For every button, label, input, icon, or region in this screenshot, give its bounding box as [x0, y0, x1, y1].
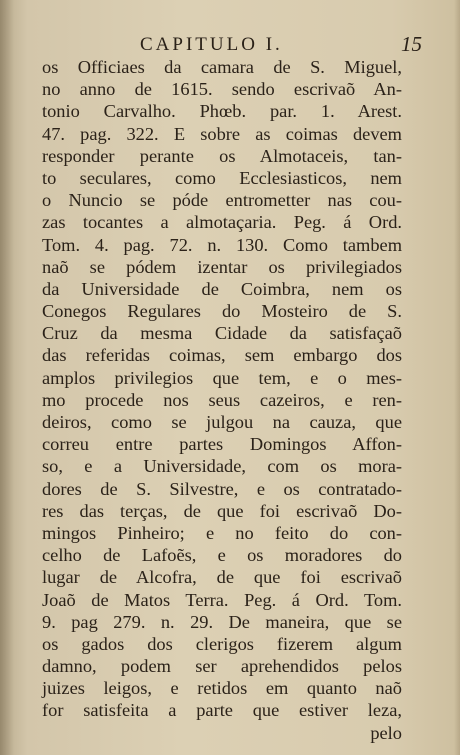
running-head: CAPITULO I. [140, 34, 283, 55]
catchword: pelo [370, 722, 402, 743]
text-line: 9. pag 279. n. 29. De maneira, que se [42, 611, 402, 632]
text-line: os gados dos clerigos fizerem algum [42, 633, 402, 654]
text-line: mo procede nos seus cazeiros, e ren- [42, 389, 402, 410]
page-number: 15 [401, 32, 422, 56]
text-line: Cruz da mesma Cidade da satisfaçaõ [42, 323, 402, 344]
text-line: da Universidade de Coimbra, nem os [42, 278, 402, 299]
text-line: res das terças, de que foi escrivaõ Do- [42, 500, 402, 521]
text-line: no anno de 1615. sendo escrivaõ An- [42, 79, 402, 100]
text-line: dores de S. Silvestre, e os contratado- [42, 478, 402, 499]
text-line: 47. pag. 322. E sobre as coimas devem [42, 123, 402, 144]
text-line: damno, podem ser aprehendidos pelos [42, 656, 402, 677]
text-line: o Nuncio se póde entrometter nas cou- [42, 190, 402, 211]
text-line: responder perante os Almotaceis, tan- [42, 145, 402, 166]
text-line: tonio Carvalho. Phœb. par. 1. Arest. [42, 101, 402, 122]
text-line: for satisfeita a parte que estiver leza, [42, 700, 402, 721]
text-line: juizes leigos, e retidos em quanto naõ [42, 678, 402, 699]
text-line: Tom. 4. pag. 72. n. 130. Como tambem [42, 234, 402, 255]
text-line: so, e a Universidade, com os mora- [42, 456, 402, 477]
text-line: naõ se pódem izentar os privilegiados [42, 256, 402, 277]
text-line: os Officiaes da camara de S. Miguel, [42, 57, 402, 77]
text-line: lugar de Alcofra, de que foi escrivaõ [42, 567, 402, 588]
text-line: amplos privilegios que tem, e o mes- [42, 367, 402, 388]
text-line: to seculares, como Ecclesiasticos, nem [42, 167, 402, 188]
text-line: Joaõ de Matos Terra. Peg. á Ord. Tom. [42, 589, 402, 610]
text-line: deiros, como se julgou na cauza, que [42, 412, 402, 432]
text-line: das referidas coimas, sem embargo dos [42, 345, 402, 366]
page-edge-shadow [454, 0, 460, 755]
text-line: zas tocantes a almotaçaria. Peg. á Ord. [42, 212, 402, 233]
text-line: correu entre partes Domingos Affon- [42, 434, 402, 455]
text-line: celho de Lafoẽs, e os moradores do [42, 545, 402, 566]
text-line: Conegos Regulares do Mosteiro de S. [42, 301, 402, 322]
text-line: mingos Pinheiro; e no feito do con- [42, 522, 402, 543]
text-block [42, 56, 402, 744]
